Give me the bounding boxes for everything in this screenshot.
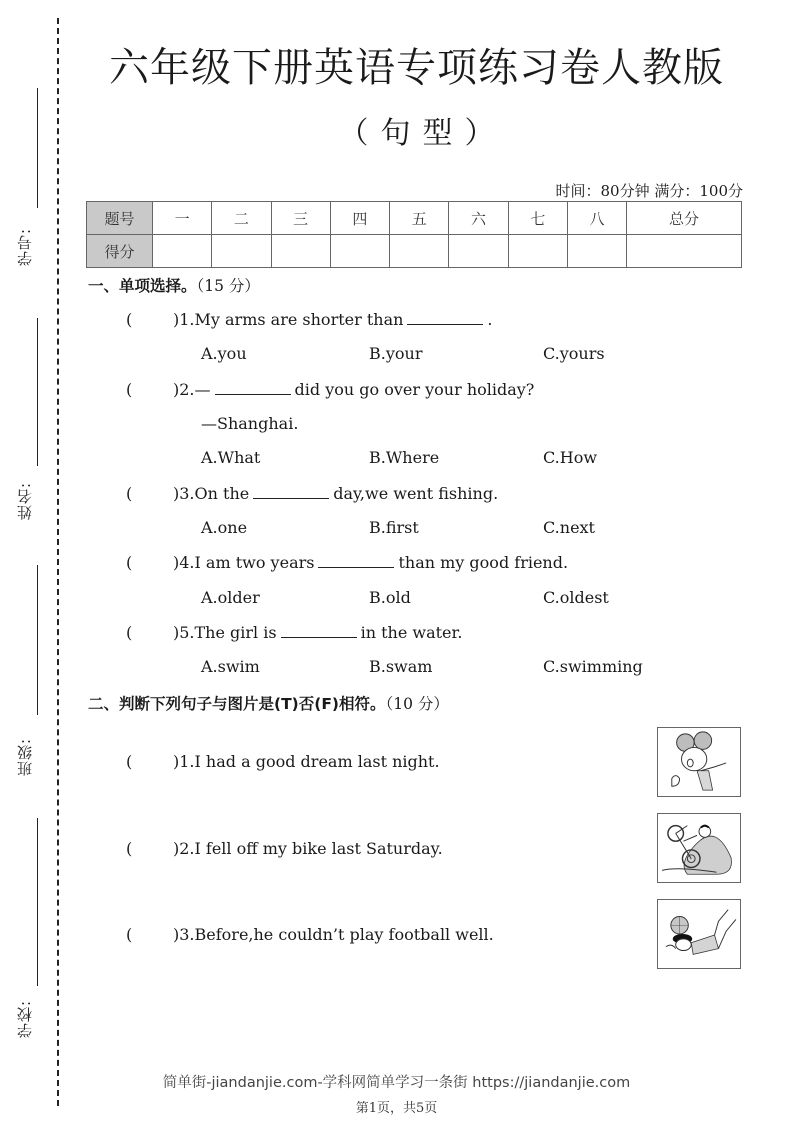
answer-blank[interactable] (215, 380, 291, 395)
answer-paren[interactable]: ( (126, 484, 133, 503)
question-text: )3.On the (173, 484, 250, 503)
score-cell-7[interactable] (508, 235, 567, 268)
score-cell-total[interactable] (627, 235, 742, 268)
question-text-after: in the water. (360, 623, 463, 642)
column-8: 八 (567, 202, 626, 235)
score-cell-4[interactable] (330, 235, 389, 268)
subtitle-word-1: 句 (380, 116, 411, 151)
question-text-after: did you go over your holiday? (294, 380, 535, 399)
class-label: 班级: (16, 737, 34, 776)
score-header: 得分 (87, 235, 153, 268)
section-2-points: （10 分） (385, 695, 449, 713)
page-title: 六年级下册英语专项练习卷人教版 (109, 45, 724, 91)
answer-paren[interactable]: ( (126, 380, 133, 399)
score-cell-8[interactable] (567, 235, 626, 268)
footer-site-text: 简单街-jiandanjie.com-学科网简单学习一条街 https://jiandanjie.com (162, 1075, 631, 1091)
section-1-points: （15 分） (196, 277, 260, 295)
s1-question-5 (126, 623, 462, 642)
s1-q3-option-a: A.one (201, 518, 248, 537)
s1-question-2 (126, 380, 534, 399)
question-text: )3.Before,he couldn’t play football well. (173, 925, 494, 944)
score-cell-3[interactable] (271, 235, 330, 268)
name-line[interactable] (37, 318, 38, 466)
answer-paren[interactable]: ( (126, 839, 133, 858)
column-5: 五 (390, 202, 449, 235)
s1-q2-option-b: B.Where (369, 448, 440, 467)
school-label: 学校: (16, 999, 34, 1038)
s1-q1-option-a: A.you (201, 344, 247, 363)
s1-question-4 (126, 553, 568, 572)
answer-blank[interactable] (318, 553, 394, 568)
column-3: 三 (271, 202, 330, 235)
question-text: )1.My arms are shorter than (173, 310, 404, 329)
question-number-header: 题号 (87, 202, 153, 235)
bike-fall-picture (657, 813, 741, 883)
question-text-after: day,we went fishing. (333, 484, 499, 503)
s1-q3-option-c: C.next (543, 518, 595, 537)
answer-paren[interactable]: ( (126, 553, 133, 572)
s1-q5-option-c: C.swimming (543, 657, 643, 676)
s1-q4-option-a: A.older (201, 588, 260, 607)
s1-question-1 (126, 310, 493, 329)
answer-paren[interactable]: ( (126, 925, 133, 944)
question-number-row (87, 202, 742, 235)
subtitle-paren-close: ） (464, 116, 495, 151)
answer-blank[interactable] (407, 310, 483, 325)
answer-blank[interactable] (281, 623, 357, 638)
question-text-after: . (487, 310, 493, 329)
section-2-title (88, 692, 449, 714)
question-text: )1.I had a good dream last night. (173, 752, 440, 771)
question-text: )5.The girl is (173, 623, 277, 642)
answer-paren[interactable]: ( (126, 310, 133, 329)
crying-girl-picture (657, 727, 741, 797)
student-id-label: 学号: (16, 227, 34, 266)
answer-paren[interactable]: ( (126, 623, 133, 642)
question-text: )2.I fell off my bike last Saturday. (173, 839, 443, 858)
column-2: 二 (212, 202, 271, 235)
question-text: )4.I am two years (173, 553, 315, 572)
s1-q1-option-c: C.yours (543, 344, 605, 363)
s1-q2-option-c: C.How (543, 448, 598, 467)
s1-q2-answer-line: —Shanghai. (201, 414, 299, 433)
score-cell-6[interactable] (449, 235, 508, 268)
s1-question-3 (126, 484, 498, 503)
column-total: 总分 (627, 202, 742, 235)
page-subtitle (0, 108, 793, 152)
class-line[interactable] (37, 565, 38, 715)
s1-q4-option-b: B.old (369, 588, 411, 607)
score-cell-5[interactable] (390, 235, 449, 268)
page-number: 第1页，共5页 (355, 1101, 438, 1116)
binding-dashed-line (57, 18, 59, 1106)
crying-girl-icon (658, 728, 740, 796)
score-table (86, 201, 742, 268)
s1-q3-option-b: B.first (369, 518, 419, 537)
subtitle-paren-open: （ (338, 116, 369, 151)
answer-paren[interactable]: ( (126, 752, 133, 771)
answer-blank[interactable] (253, 484, 329, 499)
question-text: )2.— (173, 380, 211, 399)
s2-question-2 (126, 839, 443, 858)
question-text-after: than my good friend. (398, 553, 569, 572)
s2-question-1 (126, 752, 440, 771)
score-cell-2[interactable] (212, 235, 271, 268)
s1-q5-option-b: B.swam (369, 657, 433, 676)
time-info: 时间：80分钟 满分：100分 (555, 182, 743, 200)
score-row (87, 235, 742, 268)
name-label: 姓名: (16, 481, 34, 520)
s1-q1-option-b: B.your (369, 344, 423, 363)
subtitle-word-2: 型 (422, 116, 453, 151)
bike-fall-icon (658, 814, 740, 882)
column-7: 七 (508, 202, 567, 235)
school-line[interactable] (37, 818, 38, 986)
s1-q4-option-c: C.oldest (543, 588, 609, 607)
s2-question-3 (126, 925, 494, 944)
score-cell-1[interactable] (153, 235, 212, 268)
section-1-title (88, 274, 260, 296)
football-boy-picture (657, 899, 741, 969)
column-4: 四 (330, 202, 389, 235)
football-boy-icon (658, 900, 740, 968)
section-2-heading: 二、判断下列句子与图片是(T)否(F)相符。 (88, 695, 386, 713)
section-1-heading: 一、单项选择。 (88, 277, 197, 295)
s1-q5-option-a: A.swim (201, 657, 260, 676)
column-6: 六 (449, 202, 508, 235)
column-1: 一 (153, 202, 212, 235)
s1-q2-option-a: A.What (201, 448, 261, 467)
